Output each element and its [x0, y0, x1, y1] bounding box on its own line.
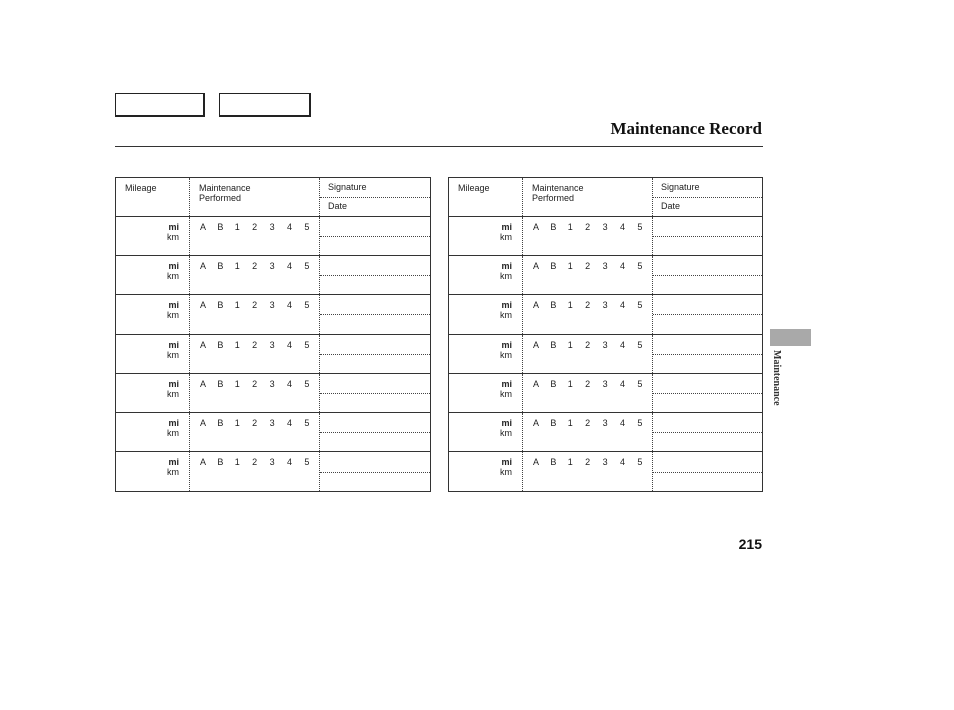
maintenance-code-checkbox[interactable]: B	[217, 457, 224, 468]
maintenance-code-checkbox[interactable]: 3	[269, 417, 275, 428]
maintenance-code-checkbox[interactable]: 4	[286, 417, 292, 428]
maintenance-codes	[190, 256, 320, 294]
maintenance-code-checkbox[interactable]: 2	[585, 261, 591, 272]
unit-km: km	[500, 271, 512, 282]
unit-mi: mi	[501, 300, 512, 311]
record-row	[449, 217, 762, 256]
date-field[interactable]	[320, 314, 430, 333]
maintenance-code-checkbox[interactable]: 2	[585, 457, 591, 468]
maintenance-code-checkbox[interactable]: B	[550, 261, 557, 272]
maintenance-codes	[523, 452, 653, 491]
unit-mi: mi	[168, 457, 179, 468]
signature-header: Signature	[320, 178, 430, 198]
next-page-button[interactable]	[219, 93, 311, 117]
code-list	[533, 418, 655, 428]
maintenance-code-checkbox[interactable]: B	[550, 378, 557, 389]
signature-field[interactable]	[653, 295, 762, 315]
maintenance-header: Maintenance Performed	[523, 178, 653, 216]
maintenance-code-checkbox[interactable]: 1	[234, 457, 240, 468]
maintenance-code-checkbox[interactable]: 5	[637, 378, 643, 389]
date-field[interactable]	[653, 393, 762, 412]
maintenance-code-checkbox[interactable]: B	[217, 261, 224, 272]
date-field[interactable]	[653, 314, 762, 333]
maintenance-code-checkbox[interactable]: B	[217, 222, 224, 232]
maintenance-code-checkbox[interactable]: 4	[286, 339, 292, 350]
date-header: Date	[328, 201, 348, 211]
mileage-header: Mileage	[449, 178, 523, 216]
maintenance-codes	[523, 295, 653, 333]
maintenance-header: Maintenance Performed	[190, 178, 320, 216]
maintenance-code-checkbox[interactable]: 5	[637, 457, 643, 468]
title-divider	[115, 146, 763, 147]
maintenance-code-checkbox[interactable]: 4	[619, 378, 625, 389]
page-number: 215	[738, 536, 762, 552]
date-field[interactable]	[653, 236, 762, 255]
mileage-entry-field[interactable]	[116, 335, 190, 373]
date-field[interactable]	[320, 432, 430, 451]
maintenance-code-checkbox[interactable]: 1	[567, 261, 573, 272]
maintenance-code-checkbox[interactable]: A	[200, 417, 207, 428]
section-tab-label: Maintenance	[771, 350, 782, 406]
maintenance-code-checkbox[interactable]: A	[200, 300, 207, 311]
unit-km: km	[167, 232, 179, 242]
signature-field[interactable]	[320, 413, 430, 433]
maintenance-code-checkbox[interactable]: 3	[602, 261, 608, 272]
maintenance-code-checkbox[interactable]: 1	[567, 300, 573, 311]
maintenance-code-checkbox[interactable]: A	[200, 457, 207, 468]
maintenance-code-checkbox[interactable]: 2	[585, 339, 591, 350]
code-list	[533, 300, 655, 310]
record-row	[116, 452, 430, 491]
maintenance-code-checkbox[interactable]: 5	[637, 339, 643, 350]
signature-date-cell	[653, 256, 762, 294]
signature-date-cell	[653, 217, 762, 255]
record-row	[116, 217, 430, 256]
maintenance-code-checkbox[interactable]: 3	[602, 378, 608, 389]
maintenance-code-checkbox[interactable]: 1	[567, 417, 573, 428]
section-tab[interactable]	[770, 329, 811, 346]
maintenance-code-checkbox[interactable]: 1	[234, 339, 240, 350]
maintenance-code-checkbox[interactable]: B	[217, 339, 224, 350]
signature-field[interactable]	[653, 217, 762, 237]
maintenance-code-checkbox[interactable]: 5	[304, 222, 310, 232]
unit-mi: mi	[501, 457, 512, 468]
maintenance-codes	[523, 256, 653, 294]
mileage-entry-field[interactable]	[116, 295, 190, 333]
record-row	[116, 374, 430, 413]
unit-km: km	[167, 310, 179, 321]
maintenance-code-checkbox[interactable]: 4	[619, 457, 625, 468]
signature-date-header	[320, 178, 430, 216]
maintenance-code-checkbox[interactable]: A	[200, 222, 207, 232]
date-field[interactable]	[320, 393, 430, 412]
record-row	[449, 256, 762, 295]
signature-date-cell	[653, 413, 762, 451]
maintenance-code-checkbox[interactable]: 3	[602, 457, 608, 468]
maintenance-code-checkbox[interactable]: 2	[252, 339, 258, 350]
signature-date-cell	[320, 335, 430, 373]
signature-date-cell	[320, 217, 430, 255]
code-list	[533, 340, 655, 350]
mileage-entry-field[interactable]	[116, 452, 190, 491]
code-list	[533, 222, 655, 232]
record-row	[116, 335, 430, 374]
maintenance-codes	[190, 452, 320, 491]
date-field[interactable]	[320, 275, 430, 294]
mileage-entry-field[interactable]	[116, 217, 190, 255]
record-row	[449, 335, 762, 374]
maintenance-code-checkbox[interactable]: 1	[234, 222, 240, 232]
maintenance-code-checkbox[interactable]: B	[550, 222, 557, 232]
unit-km: km	[167, 427, 179, 438]
signature-date-header	[653, 178, 762, 216]
unit-km: km	[500, 388, 512, 399]
unit-km: km	[500, 467, 512, 478]
unit-mi: mi	[168, 300, 179, 311]
record-row	[449, 295, 762, 334]
signature-field[interactable]	[320, 335, 430, 355]
maintenance-code-checkbox[interactable]: 3	[602, 222, 608, 232]
maintenance-code-checkbox[interactable]: 2	[252, 417, 258, 428]
maintenance-code-checkbox[interactable]: A	[200, 339, 207, 350]
maintenance-code-checkbox[interactable]: 2	[252, 378, 258, 389]
signature-date-cell	[653, 374, 762, 412]
signature-date-cell	[653, 335, 762, 373]
maintenance-code-checkbox[interactable]: 2	[252, 222, 258, 232]
unit-mi: mi	[168, 378, 179, 389]
record-row	[116, 413, 430, 452]
code-list	[200, 300, 322, 310]
record-row	[449, 374, 762, 413]
maintenance-code-checkbox[interactable]: 3	[269, 300, 275, 311]
maintenance-code-checkbox[interactable]: 5	[637, 261, 643, 272]
maintenance-code-checkbox[interactable]: A	[533, 339, 540, 350]
page-title: Maintenance Record	[610, 119, 762, 138]
code-list	[200, 457, 322, 467]
maintenance-code-checkbox[interactable]: A	[200, 261, 207, 272]
unit-mi: mi	[168, 339, 179, 350]
maintenance-code-checkbox[interactable]: 5	[637, 417, 643, 428]
maintenance-code-checkbox[interactable]: B	[217, 300, 224, 311]
signature-field[interactable]	[653, 413, 762, 433]
signature-field[interactable]	[320, 374, 430, 394]
maintenance-code-checkbox[interactable]: 2	[252, 261, 258, 272]
mileage-entry-field[interactable]	[449, 413, 523, 451]
mileage-entry-field[interactable]	[449, 452, 523, 491]
maintenance-codes	[190, 295, 320, 333]
signature-field[interactable]	[320, 256, 430, 276]
maintenance-code-checkbox[interactable]: 5	[304, 339, 310, 350]
previous-page-button[interactable]	[115, 93, 205, 117]
maintenance-code-checkbox[interactable]: 4	[619, 300, 625, 311]
maintenance-code-checkbox[interactable]: 3	[269, 457, 275, 468]
record-row	[116, 295, 430, 334]
maintenance-codes	[190, 217, 320, 255]
unit-mi: mi	[501, 417, 512, 428]
maintenance-codes	[523, 335, 653, 373]
maintenance-code-checkbox[interactable]: 4	[286, 300, 292, 311]
maintenance-code-checkbox[interactable]: 1	[234, 417, 240, 428]
mileage-header: Mileage	[116, 178, 190, 216]
maintenance-code-checkbox[interactable]: 1	[567, 378, 573, 389]
signature-field[interactable]	[653, 374, 762, 394]
unit-km: km	[500, 349, 512, 360]
unit-mi: mi	[168, 222, 179, 232]
maintenance-code-checkbox[interactable]: 2	[585, 222, 591, 232]
maintenance-code-checkbox[interactable]: A	[533, 261, 540, 272]
date-field[interactable]	[320, 472, 430, 492]
unit-km: km	[167, 271, 179, 282]
maintenance-code-checkbox[interactable]: 3	[269, 261, 275, 272]
code-list	[533, 457, 655, 467]
maintenance-code-checkbox[interactable]: 5	[304, 300, 310, 311]
code-list	[200, 261, 322, 271]
signature-header: Signature	[653, 178, 762, 198]
signature-field[interactable]	[653, 335, 762, 355]
signature-field[interactable]	[320, 452, 430, 473]
maintenance-codes	[190, 413, 320, 451]
signature-date-cell	[653, 295, 762, 333]
signature-date-cell	[320, 452, 430, 491]
mileage-entry-field[interactable]	[116, 413, 190, 451]
maintenance-code-checkbox[interactable]: A	[533, 222, 540, 232]
maintenance-code-checkbox[interactable]: 5	[304, 457, 310, 468]
maintenance-code-checkbox[interactable]: 3	[602, 339, 608, 350]
code-list	[200, 418, 322, 428]
mileage-entry-field[interactable]	[116, 374, 190, 412]
unit-km: km	[167, 467, 179, 478]
maintenance-codes	[523, 217, 653, 255]
maintenance-code-checkbox[interactable]: 5	[304, 261, 310, 272]
maintenance-code-checkbox[interactable]: 2	[585, 300, 591, 311]
signature-field[interactable]	[320, 295, 430, 315]
maintenance-code-checkbox[interactable]: 5	[637, 300, 643, 311]
record-row	[116, 256, 430, 295]
unit-km: km	[167, 388, 179, 399]
date-header: Date	[661, 201, 681, 211]
unit-mi: mi	[168, 261, 179, 272]
maintenance-code-checkbox[interactable]: 1	[234, 300, 240, 311]
maintenance-code-checkbox[interactable]: A	[533, 457, 540, 468]
maintenance-code-checkbox[interactable]: B	[550, 339, 557, 350]
maintenance-code-checkbox[interactable]: 1	[234, 261, 240, 272]
code-list	[200, 340, 322, 350]
signature-field[interactable]	[653, 256, 762, 276]
maintenance-code-checkbox[interactable]: 3	[602, 417, 608, 428]
signature-date-cell	[320, 256, 430, 294]
maintenance-table-right	[448, 177, 763, 492]
signature-date-cell	[320, 374, 430, 412]
maintenance-code-checkbox[interactable]: 4	[619, 339, 625, 350]
maintenance-codes	[523, 413, 653, 451]
maintenance-code-checkbox[interactable]: 4	[286, 378, 292, 389]
maintenance-code-checkbox[interactable]: 3	[269, 378, 275, 389]
maintenance-code-checkbox[interactable]: B	[217, 417, 224, 428]
maintenance-code-checkbox[interactable]: 2	[585, 417, 591, 428]
record-row	[449, 452, 762, 491]
maintenance-code-checkbox[interactable]: B	[550, 417, 557, 428]
unit-mi: mi	[501, 339, 512, 350]
date-field[interactable]	[653, 275, 762, 294]
maintenance-code-checkbox[interactable]: 3	[602, 300, 608, 311]
maintenance-code-checkbox[interactable]: 3	[269, 222, 275, 232]
table-header-row	[449, 178, 762, 217]
maintenance-code-checkbox[interactable]: 4	[286, 457, 292, 468]
unit-km: km	[500, 310, 512, 321]
maintenance-code-checkbox[interactable]: 2	[252, 300, 258, 311]
unit-mi: mi	[501, 378, 512, 389]
unit-km: km	[500, 427, 512, 438]
code-list	[533, 379, 655, 389]
mileage-entry-field[interactable]	[116, 256, 190, 294]
maintenance-codes	[190, 335, 320, 373]
unit-mi: mi	[501, 261, 512, 272]
unit-mi: mi	[501, 222, 512, 232]
maintenance-code-checkbox[interactable]: A	[533, 300, 540, 311]
maintenance-code-checkbox[interactable]: 1	[567, 222, 573, 232]
maintenance-code-checkbox[interactable]: 3	[269, 339, 275, 350]
maintenance-code-checkbox[interactable]: B	[550, 457, 557, 468]
maintenance-code-checkbox[interactable]: 2	[252, 457, 258, 468]
signature-date-cell	[320, 295, 430, 333]
unit-km: km	[167, 349, 179, 360]
date-field[interactable]	[653, 432, 762, 451]
maintenance-code-checkbox[interactable]: 1	[567, 457, 573, 468]
maintenance-code-checkbox[interactable]: 1	[234, 378, 240, 389]
signature-field[interactable]	[653, 452, 762, 473]
maintenance-code-checkbox[interactable]: 4	[286, 222, 292, 232]
mileage-entry-field[interactable]	[449, 335, 523, 373]
maintenance-code-checkbox[interactable]: 4	[619, 261, 625, 272]
maintenance-code-checkbox[interactable]: 2	[585, 378, 591, 389]
maintenance-code-checkbox[interactable]: A	[200, 378, 207, 389]
date-field[interactable]	[320, 236, 430, 255]
maintenance-table-left	[115, 177, 431, 492]
table-header-row	[116, 178, 430, 217]
unit-mi: mi	[168, 417, 179, 428]
unit-km: km	[500, 232, 512, 242]
maintenance-code-checkbox[interactable]: 5	[304, 378, 310, 389]
signature-field[interactable]	[320, 217, 430, 237]
maintenance-code-checkbox[interactable]: 4	[286, 261, 292, 272]
date-field[interactable]	[653, 472, 762, 492]
code-list	[533, 261, 655, 271]
signature-date-cell	[320, 413, 430, 451]
maintenance-code-checkbox[interactable]: 5	[304, 417, 310, 428]
maintenance-code-checkbox[interactable]: 4	[619, 222, 625, 232]
signature-date-cell	[653, 452, 762, 491]
maintenance-code-checkbox[interactable]: B	[217, 378, 224, 389]
maintenance-code-checkbox[interactable]: A	[533, 378, 540, 389]
maintenance-code-checkbox[interactable]: 4	[619, 417, 625, 428]
record-row	[449, 413, 762, 452]
mileage-entry-field[interactable]	[449, 217, 523, 255]
maintenance-code-checkbox[interactable]: B	[550, 300, 557, 311]
code-list	[200, 222, 322, 232]
code-list	[200, 379, 322, 389]
mileage-entry-field[interactable]	[449, 374, 523, 412]
maintenance-codes	[523, 374, 653, 412]
maintenance-code-checkbox[interactable]: A	[533, 417, 540, 428]
date-field[interactable]	[320, 354, 430, 373]
date-field[interactable]	[653, 354, 762, 373]
mileage-entry-field[interactable]	[449, 295, 523, 333]
mileage-entry-field[interactable]	[449, 256, 523, 294]
maintenance-code-checkbox[interactable]: 1	[567, 339, 573, 350]
maintenance-codes	[190, 374, 320, 412]
maintenance-code-checkbox[interactable]: 5	[637, 222, 643, 232]
